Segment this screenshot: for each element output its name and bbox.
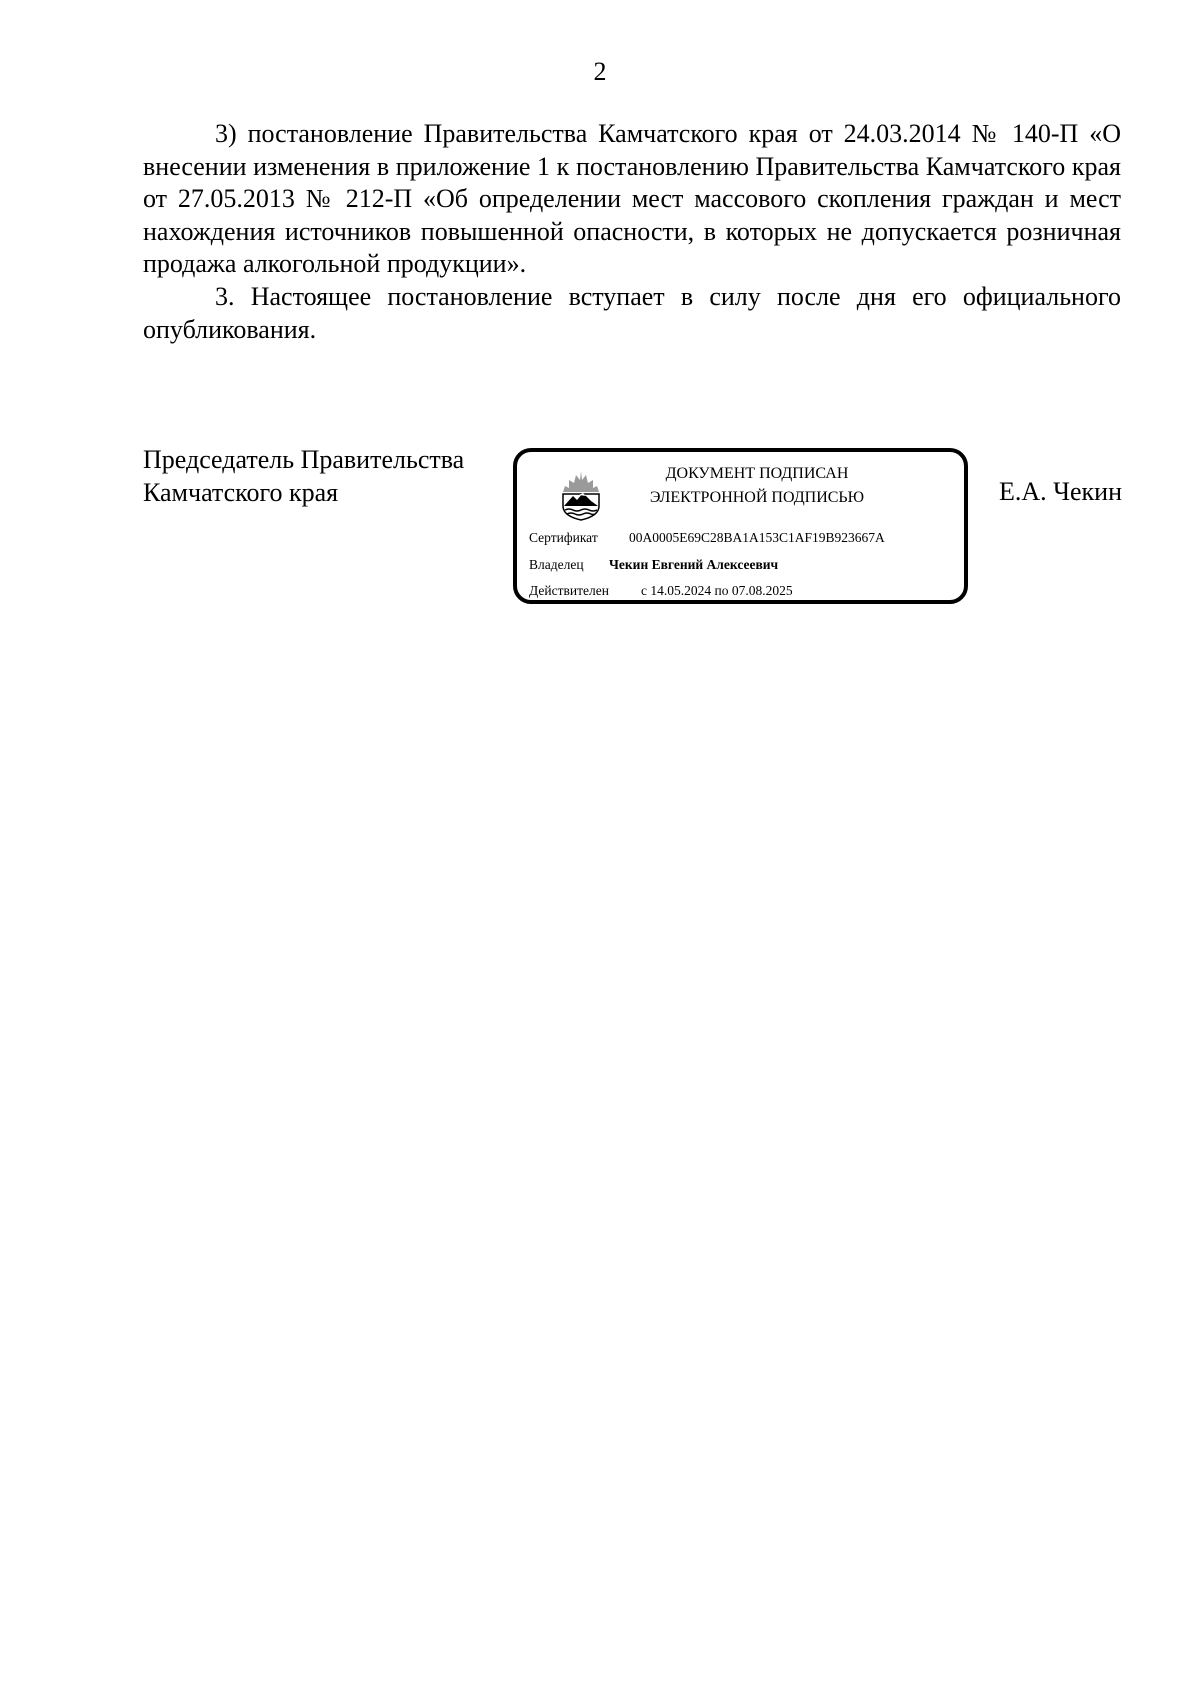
signer-position-line1: Председатель Правительства — [143, 445, 465, 474]
owner-label: Владелец — [529, 557, 584, 572]
certificate-label: Сертификат — [529, 530, 598, 545]
stamp-certificate-row — [529, 529, 885, 547]
valid-to-date: 07.08.2025 — [731, 583, 793, 598]
valid-to-prefix: по — [714, 583, 729, 598]
certificate-value: 00A0005E69C28BA1A153C1AF19B923667A — [629, 530, 885, 545]
document-body — [143, 118, 1121, 346]
stamp-validity-row — [529, 582, 793, 600]
valid-label: Действителен — [529, 583, 609, 598]
owner-value: Чекин Евгений Алексеевич — [609, 557, 779, 572]
valid-from-date: 14.05.2024 — [650, 583, 712, 598]
paragraph-effective-date: 3. Настоящее постановление вступает в силу после дня его официального опубликования. — [143, 281, 1121, 344]
paragraph-item-3: 3) постановление Правительства Камчатского края от 24.03.2014 № 140-П «О внесении изменения в приложение 1 к постановлению Правительства Камчатского края от 27.05.2013 № 212-П «Об определении мест массового скопления граждан и мест нахождения источников повышенной опасности, в которых не допускается розничная продажа алкогольной продукции». — [143, 119, 1121, 279]
stamp-title-line1: ДОКУМЕНТ ПОДПИСАН — [665, 465, 849, 482]
stamp-title — [617, 462, 897, 510]
signer-position-line2: Камчатского края — [143, 477, 339, 507]
valid-from-prefix: с — [641, 583, 647, 598]
signer-name: Е.А. Чекин — [998, 477, 1122, 506]
stamp-title-line2: ЭЛЕКТРОННОЙ ПОДПИСЬЮ — [649, 489, 865, 506]
page-number: 2 — [593, 57, 607, 86]
stamp-owner-row — [529, 556, 778, 574]
electronic-signature-stamp — [513, 448, 968, 604]
signer-position — [143, 444, 464, 509]
kamchatka-coat-of-arms-icon — [555, 466, 607, 522]
